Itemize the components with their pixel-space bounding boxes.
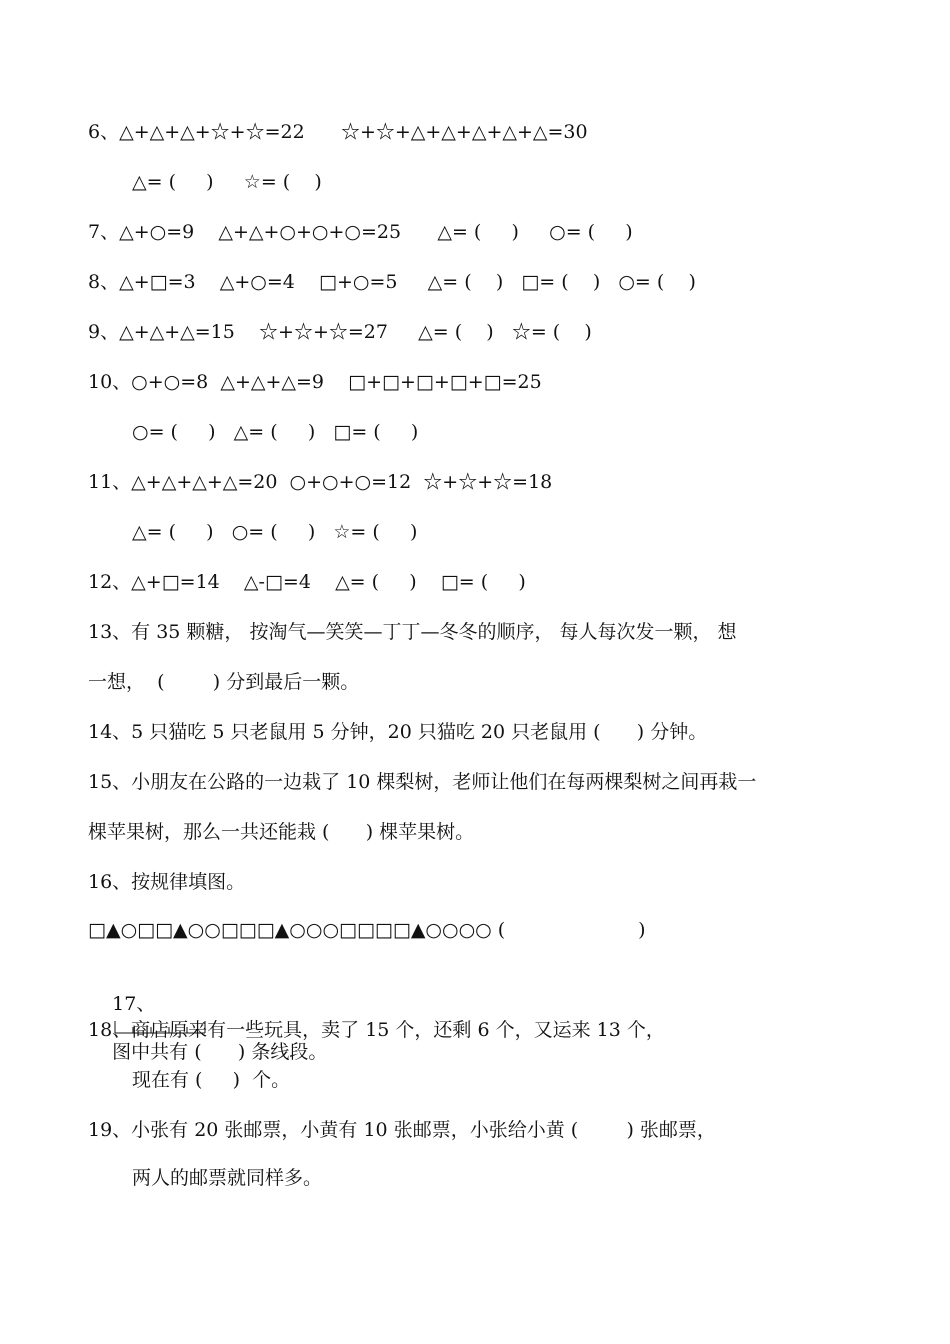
q10-answers: ○= ( ) △= ( ) □= ( ): [132, 421, 419, 443]
q17-text: 图中共有 ( ) 条线段。: [112, 1041, 328, 1063]
q15-line-2: 棵苹果树，那么一共还能栽 ( ) 棵苹果树。: [88, 821, 475, 843]
q15-line-1: 15、小朋友在公路的一边栽了 10 棵梨树，老师让他们在每两棵梨树之间再栽一: [88, 771, 757, 793]
q19-line-2: 两人的邮票就同样多。: [132, 1167, 323, 1189]
q16-prompt: 16、按规律填图。: [88, 871, 246, 893]
q16-pattern: □▲○□□▲○○□□□▲○○○□□□□▲○○○○ ( ): [88, 919, 646, 941]
q11-answers: △= ( ) ○= ( ) ☆= ( ): [132, 521, 418, 543]
q9-line: 9、△+△+△=15 ☆+☆+☆=27 △= ( ) ☆= ( ): [88, 321, 592, 343]
q18-line-1: 18、商店原来有一些玩具，卖了 15 个，还剩 6 个，又运来 13 个，: [88, 1019, 665, 1041]
q10-equations: 10、○+○=8 △+△+△=9 □+□+□+□+□=25: [88, 371, 542, 393]
q18-line-2: 现在有 ( ) 个。: [132, 1069, 291, 1091]
q7-line: 7、△+○=9 △+△+○+○+○=25 △= ( ) ○= ( ): [88, 221, 633, 243]
q6-answers: △= ( ) ☆= ( ): [132, 171, 322, 193]
q11-equations: 11、△+△+△+△=20 ○+○+○=12 ☆+☆+☆=18: [88, 471, 553, 493]
q12-line: 12、△+□=14 △-□=4 △= ( ) □= ( ): [88, 571, 526, 593]
q8-line: 8、△+□=3 △+○=4 □+○=5 △= ( ) □= ( ) ○= ( ): [88, 271, 696, 293]
q13-line-2: 一想， ( ) 分到最后一颗。: [88, 671, 360, 693]
q17-number: 17、: [112, 993, 156, 1015]
q14-line: 14、5 只猫吃 5 只老鼠用 5 分钟，20 只猫吃 20 只老鼠用 ( ) 分钟。: [88, 721, 708, 743]
q6-equations: 6、△+△+△+☆+☆=22 ☆+☆+△+△+△+△+△=30: [88, 121, 588, 143]
q19-line-1: 19、小张有 20 张邮票，小黄有 10 张邮票，小张给小黄 ( ) 张邮票，: [88, 1119, 716, 1141]
q13-line-1: 13、有 35 颗糖， 按淘气—笑笑—丁丁—冬冬的顺序， 每人每次发一颗， 想: [88, 621, 737, 643]
